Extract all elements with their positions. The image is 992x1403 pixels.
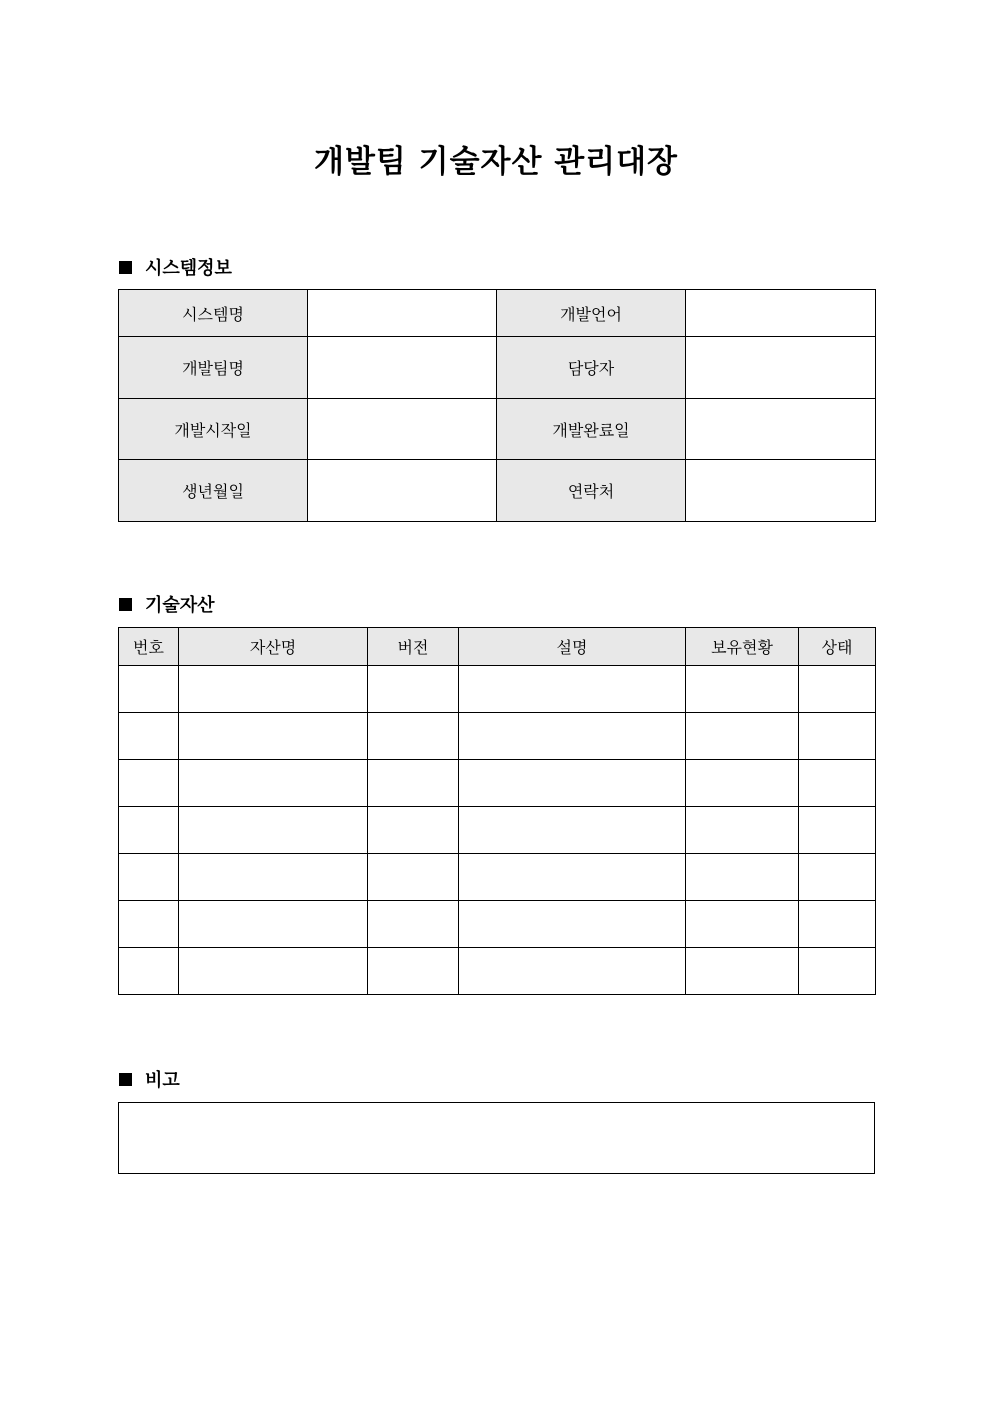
cell-holding-status[interactable] <box>686 713 799 760</box>
cell-state[interactable] <box>799 854 876 901</box>
table-row <box>119 666 876 713</box>
cell-holding-status[interactable] <box>686 666 799 713</box>
square-bullet-icon <box>119 1073 132 1086</box>
cell-state[interactable] <box>799 666 876 713</box>
birthdate-label: 생년월일 <box>119 460 308 522</box>
table-row <box>119 854 876 901</box>
end-date-label: 개발완료일 <box>497 399 686 460</box>
col-header-version: 버전 <box>368 628 459 666</box>
page-title: 개발팀 기술자산 관리대장 <box>314 144 678 180</box>
end-date-field[interactable] <box>686 399 876 460</box>
cell-description[interactable] <box>459 901 686 948</box>
start-date-field[interactable] <box>308 399 497 460</box>
dev-language-label: 개발언어 <box>497 290 686 337</box>
system-section-heading <box>119 254 232 280</box>
col-header-description: 설명 <box>459 628 686 666</box>
cell-state[interactable] <box>799 760 876 807</box>
table-row <box>119 399 876 460</box>
dev-team-label: 개발팀명 <box>119 337 308 399</box>
asset-section-heading <box>119 591 215 617</box>
cell-number[interactable] <box>119 666 179 713</box>
col-header-holding-status: 보유현황 <box>686 628 799 666</box>
cell-state[interactable] <box>799 713 876 760</box>
cell-description[interactable] <box>459 713 686 760</box>
start-date-label: 개발시작일 <box>119 399 308 460</box>
cell-holding-status[interactable] <box>686 948 799 995</box>
system-section-title: 시스템정보 <box>145 258 232 279</box>
cell-version[interactable] <box>368 760 459 807</box>
contact-field[interactable] <box>686 460 876 522</box>
cell-asset-name[interactable] <box>179 948 368 995</box>
cell-asset-name[interactable] <box>179 713 368 760</box>
square-bullet-icon <box>119 261 132 274</box>
col-header-number: 번호 <box>119 628 179 666</box>
cell-version[interactable] <box>368 948 459 995</box>
birthdate-field[interactable] <box>308 460 497 522</box>
cell-asset-name[interactable] <box>179 854 368 901</box>
cell-asset-name[interactable] <box>179 666 368 713</box>
cell-description[interactable] <box>459 807 686 854</box>
square-bullet-icon <box>119 598 132 611</box>
table-row <box>119 290 876 337</box>
col-header-asset-name: 자산명 <box>179 628 368 666</box>
cell-number[interactable] <box>119 901 179 948</box>
table-row <box>119 807 876 854</box>
asset-table <box>118 627 876 995</box>
cell-description[interactable] <box>459 760 686 807</box>
cell-number[interactable] <box>119 948 179 995</box>
table-row <box>119 948 876 995</box>
cell-description[interactable] <box>459 854 686 901</box>
note-section-heading <box>119 1066 180 1092</box>
asset-section-title: 기술자산 <box>145 595 215 616</box>
cell-version[interactable] <box>368 807 459 854</box>
cell-state[interactable] <box>799 901 876 948</box>
cell-asset-name[interactable] <box>179 807 368 854</box>
note-field[interactable] <box>118 1102 875 1174</box>
cell-description[interactable] <box>459 666 686 713</box>
table-row <box>119 460 876 522</box>
cell-version[interactable] <box>368 713 459 760</box>
table-row <box>119 760 876 807</box>
table-row <box>119 901 876 948</box>
cell-holding-status[interactable] <box>686 854 799 901</box>
system-info-table <box>118 289 876 522</box>
table-row <box>119 713 876 760</box>
cell-number[interactable] <box>119 807 179 854</box>
col-header-state: 상태 <box>799 628 876 666</box>
manager-field[interactable] <box>686 337 876 399</box>
cell-version[interactable] <box>368 666 459 713</box>
cell-version[interactable] <box>368 901 459 948</box>
cell-holding-status[interactable] <box>686 760 799 807</box>
dev-team-field[interactable] <box>308 337 497 399</box>
dev-language-field[interactable] <box>686 290 876 337</box>
system-name-label: 시스템명 <box>119 290 308 337</box>
cell-number[interactable] <box>119 760 179 807</box>
contact-label: 연락처 <box>497 460 686 522</box>
cell-state[interactable] <box>799 948 876 995</box>
manager-label: 담당자 <box>497 337 686 399</box>
cell-state[interactable] <box>799 807 876 854</box>
cell-asset-name[interactable] <box>179 760 368 807</box>
table-header-row <box>119 628 876 666</box>
cell-version[interactable] <box>368 854 459 901</box>
cell-number[interactable] <box>119 713 179 760</box>
cell-number[interactable] <box>119 854 179 901</box>
system-name-field[interactable] <box>308 290 497 337</box>
cell-asset-name[interactable] <box>179 901 368 948</box>
cell-holding-status[interactable] <box>686 901 799 948</box>
note-section-title: 비고 <box>145 1070 180 1091</box>
cell-description[interactable] <box>459 948 686 995</box>
cell-holding-status[interactable] <box>686 807 799 854</box>
table-row <box>119 337 876 399</box>
